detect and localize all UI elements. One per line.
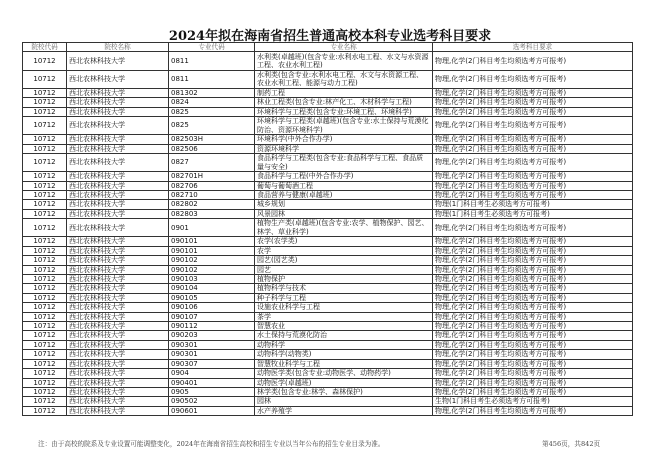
- cell-school-code: 10712: [23, 98, 67, 107]
- cell-school-name: 西北农林科技大学: [67, 312, 169, 321]
- cell-major-name: 水土保持与荒漠化防治: [255, 331, 433, 340]
- cell-subject-requirement: 物理,化学(2门科目考生均须选考方可报考): [433, 322, 633, 331]
- footer-note: 注：由于高校的院系及专业设置可能调整变化，2024年在海南省招生高校和招生专业以当年公布的招生专业目录为准。: [38, 440, 385, 448]
- cell-school-code: 10712: [23, 256, 67, 265]
- cell-subject-requirement: 物理,化学(2门科目考生均须选考方可报考): [433, 70, 633, 88]
- cell-school-name: 西北农林科技大学: [67, 265, 169, 274]
- table-row: [23, 340, 633, 349]
- cell-school-name: 西北农林科技大学: [67, 303, 169, 312]
- cell-school-code: 10712: [23, 172, 67, 181]
- cell-school-code: 10712: [23, 340, 67, 349]
- cell-major-name: 智慧农业: [255, 322, 433, 331]
- cell-major-code: 0825: [169, 107, 255, 116]
- cell-school-name: 西北农林科技大学: [67, 219, 169, 237]
- cell-major-code: 090112: [169, 322, 255, 331]
- requirements-table: [22, 42, 633, 416]
- cell-major-name: 环境科学与工程类(卓越班)(包含专业:水土保持与荒漠化防治、资源环境科学): [255, 117, 433, 135]
- cell-subject-requirement: 物理,化学(2门科目考生均须选考方可报考): [433, 144, 633, 153]
- cell-school-code: 10712: [23, 303, 67, 312]
- cell-school-code: 10712: [23, 88, 67, 97]
- table-row: [23, 350, 633, 359]
- cell-subject-requirement: 物理,化学(2门科目考生均须选考方可报考): [433, 256, 633, 265]
- cell-school-code: 10712: [23, 135, 67, 144]
- cell-subject-requirement: 物理,化学(2门科目考生均须选考方可报考): [433, 303, 633, 312]
- cell-major-name: 茶学: [255, 312, 433, 321]
- cell-school-code: 10712: [23, 331, 67, 340]
- cell-major-name: 水利类(包含专业:水利水电工程、水文与水资源工程、农业水利工程、能源与动力工程): [255, 70, 433, 88]
- cell-major-code: 090105: [169, 293, 255, 302]
- cell-major-code: 0825: [169, 117, 255, 135]
- cell-major-code: 0905: [169, 387, 255, 396]
- cell-major-code: 090301: [169, 340, 255, 349]
- table-row: [23, 378, 633, 387]
- cell-major-name: 水利类(卓越班)(包含专业:水利水电工程、水文与水资源工程、农业水利工程): [255, 52, 433, 70]
- table-row: [23, 397, 633, 406]
- cell-school-code: 10712: [23, 312, 67, 321]
- cell-school-name: 西北农林科技大学: [67, 172, 169, 181]
- cell-major-code: 090101: [169, 246, 255, 255]
- cell-major-code: 082802: [169, 200, 255, 209]
- table-row: [23, 369, 633, 378]
- cell-major-code: 090502: [169, 397, 255, 406]
- cell-subject-requirement: 物理,化学(2门科目考生均须选考方可报考): [433, 265, 633, 274]
- cell-school-name: 西北农林科技大学: [67, 98, 169, 107]
- cell-major-code: 090301: [169, 350, 255, 359]
- cell-major-name: 动物医学(卓越班): [255, 378, 433, 387]
- cell-major-name: 动物医学类(包含专业:动物医学、动物药学): [255, 369, 433, 378]
- cell-school-code: 10712: [23, 219, 67, 237]
- cell-school-code: 10712: [23, 406, 67, 415]
- cell-school-name: 西北农林科技大学: [67, 340, 169, 349]
- table-row: [23, 107, 633, 116]
- cell-subject-requirement: 物理,化学(2门科目考生均须选考方可报考): [433, 107, 633, 116]
- cell-subject-requirement: 生物(1门科目考生必须选考方可报考): [433, 397, 633, 406]
- cell-major-name: 动物科学(动物类): [255, 350, 433, 359]
- header-major-name: 专业名称: [255, 43, 433, 52]
- cell-subject-requirement: 物理,化学(2门科目考生均须选考方可报考): [433, 387, 633, 396]
- cell-major-name: 水产养殖学: [255, 406, 433, 415]
- cell-subject-requirement: 物理,化学(2门科目考生均须选考方可报考): [433, 98, 633, 107]
- cell-school-code: 10712: [23, 154, 67, 172]
- cell-major-code: 090601: [169, 406, 255, 415]
- cell-major-name: 林业工程类(包含专业:林产化工、木材科学与工程): [255, 98, 433, 107]
- cell-major-code: 082803: [169, 209, 255, 218]
- cell-subject-requirement: 物理,化学(2门科目考生均须选考方可报考): [433, 406, 633, 415]
- cell-subject-requirement: 物理,化学(2门科目考生均须选考方可报考): [433, 293, 633, 302]
- cell-school-name: 西北农林科技大学: [67, 144, 169, 153]
- cell-school-name: 西北农林科技大学: [67, 135, 169, 144]
- table-row: [23, 237, 633, 246]
- cell-subject-requirement: 物理,化学(2门科目考生均须选考方可报考): [433, 154, 633, 172]
- cell-subject-requirement: 物理,化学(2门科目考生均须选考方可报考): [433, 378, 633, 387]
- cell-school-code: 10712: [23, 52, 67, 70]
- table-row: [23, 331, 633, 340]
- cell-major-name: 食品营养与健康(卓越班): [255, 191, 433, 200]
- cell-school-code: 10712: [23, 397, 67, 406]
- cell-major-name: 林学类(包含专业:林学、森林保护): [255, 387, 433, 396]
- cell-major-name: 植物科学与技术: [255, 284, 433, 293]
- cell-major-name: 环境科学(中外合作办学): [255, 135, 433, 144]
- cell-major-name: 环境科学与工程类(包含专业:环境工程、环境科学): [255, 107, 433, 116]
- cell-school-name: 西北农林科技大学: [67, 117, 169, 135]
- table-row: [23, 359, 633, 368]
- table-row: [23, 275, 633, 284]
- cell-subject-requirement: 物理,化学(2门科目考生均须选考方可报考): [433, 369, 633, 378]
- cell-subject-requirement: 物理,化学(2门科目考生均须选考方可报考): [433, 340, 633, 349]
- cell-school-code: 10712: [23, 246, 67, 255]
- cell-major-name: 园林: [255, 397, 433, 406]
- cell-school-name: 西北农林科技大学: [67, 88, 169, 97]
- cell-subject-requirement: 物理,化学(2门科目考生均须选考方可报考): [433, 246, 633, 255]
- page-number: 第456页，共842页: [542, 440, 601, 448]
- cell-school-name: 西北农林科技大学: [67, 369, 169, 378]
- cell-major-code: 090401: [169, 378, 255, 387]
- cell-school-code: 10712: [23, 70, 67, 88]
- cell-major-code: 090104: [169, 284, 255, 293]
- cell-school-name: 西北农林科技大学: [67, 359, 169, 368]
- header-school-code: 院校代码: [23, 43, 67, 52]
- cell-school-code: 10712: [23, 387, 67, 396]
- cell-subject-requirement: 物理,化学(2门科目考生均须选考方可报考): [433, 52, 633, 70]
- cell-school-name: 西北农林科技大学: [67, 154, 169, 172]
- cell-subject-requirement: 物理,化学(2门科目考生均须选考方可报考): [433, 312, 633, 321]
- cell-major-code: 0901: [169, 219, 255, 237]
- cell-subject-requirement: 物理,化学(2门科目考生均须选考方可报考): [433, 237, 633, 246]
- cell-major-code: 081302: [169, 88, 255, 97]
- table-row: [23, 52, 633, 70]
- table-row: [23, 144, 633, 153]
- cell-major-name: 智慧牧业科学与工程: [255, 359, 433, 368]
- table-row: [23, 181, 633, 190]
- cell-major-code: 090102: [169, 265, 255, 274]
- cell-major-name: 植物生产类(卓越班)(包含专业:农学、植物保护、园艺、林学、草业科学): [255, 219, 433, 237]
- cell-school-code: 10712: [23, 237, 67, 246]
- cell-major-name: 食品科学与工程(中外合作办学): [255, 172, 433, 181]
- table-row: [23, 322, 633, 331]
- table-row: [23, 200, 633, 209]
- cell-subject-requirement: 物理,化学(2门科目考生均须选考方可报考): [433, 191, 633, 200]
- table-row: [23, 88, 633, 97]
- cell-school-name: 西北农林科技大学: [67, 200, 169, 209]
- cell-major-name: 设施农业科学与工程: [255, 303, 433, 312]
- cell-school-code: 10712: [23, 117, 67, 135]
- cell-school-code: 10712: [23, 107, 67, 116]
- cell-subject-requirement: 物理,化学(2门科目考生均须选考方可报考): [433, 284, 633, 293]
- cell-school-code: 10712: [23, 369, 67, 378]
- cell-major-name: 葡萄与葡萄酒工程: [255, 181, 433, 190]
- cell-school-name: 西北农林科技大学: [67, 256, 169, 265]
- cell-major-code: 090307: [169, 359, 255, 368]
- cell-major-name: 制药工程: [255, 88, 433, 97]
- cell-school-name: 西北农林科技大学: [67, 70, 169, 88]
- table-row: [23, 256, 633, 265]
- cell-major-name: 动物科学: [255, 340, 433, 349]
- header-major-code: 专业代码: [169, 43, 255, 52]
- cell-major-code: 090103: [169, 275, 255, 284]
- cell-major-name: 植物保护: [255, 275, 433, 284]
- cell-subject-requirement: 物理,化学(2门科目考生均须选考方可报考): [433, 181, 633, 190]
- cell-major-name: 园艺(园艺类): [255, 256, 433, 265]
- cell-school-name: 西北农林科技大学: [67, 350, 169, 359]
- cell-major-code: 082503H: [169, 135, 255, 144]
- table-row: [23, 312, 633, 321]
- cell-school-name: 西北农林科技大学: [67, 107, 169, 116]
- cell-school-name: 西北农林科技大学: [67, 284, 169, 293]
- cell-school-name: 西北农林科技大学: [67, 246, 169, 255]
- cell-major-code: 090203: [169, 331, 255, 340]
- cell-subject-requirement: 物理(1门科目考生必须选考方可报考): [433, 209, 633, 218]
- cell-major-code: 0811: [169, 52, 255, 70]
- cell-subject-requirement: 物理,化学(2门科目考生均须选考方可报考): [433, 172, 633, 181]
- table-row: [23, 209, 633, 218]
- cell-subject-requirement: 物理,化学(2门科目考生均须选考方可报考): [433, 88, 633, 97]
- cell-major-name: 城乡规划: [255, 200, 433, 209]
- cell-major-name: 农学(农学类): [255, 237, 433, 246]
- cell-major-code: 0827: [169, 154, 255, 172]
- cell-subject-requirement: 物理,化学(2门科目考生均须选考方可报考): [433, 275, 633, 284]
- table-body: [23, 52, 633, 416]
- cell-school-code: 10712: [23, 144, 67, 153]
- cell-school-code: 10712: [23, 265, 67, 274]
- cell-major-name: 风景园林: [255, 209, 433, 218]
- cell-school-code: 10712: [23, 293, 67, 302]
- cell-school-name: 西北农林科技大学: [67, 293, 169, 302]
- table-header-row: [23, 43, 633, 52]
- table-row: [23, 135, 633, 144]
- cell-subject-requirement: 物理,化学(2门科目考生均须选考方可报考): [433, 350, 633, 359]
- cell-school-code: 10712: [23, 322, 67, 331]
- cell-school-name: 西北农林科技大学: [67, 397, 169, 406]
- cell-school-code: 10712: [23, 350, 67, 359]
- cell-school-name: 西北农林科技大学: [67, 406, 169, 415]
- cell-school-code: 10712: [23, 359, 67, 368]
- cell-major-code: 0904: [169, 369, 255, 378]
- cell-school-name: 西北农林科技大学: [67, 387, 169, 396]
- header-school-name: 院校名称: [67, 43, 169, 52]
- cell-school-name: 西北农林科技大学: [67, 237, 169, 246]
- table-row: [23, 154, 633, 172]
- cell-school-name: 西北农林科技大学: [67, 181, 169, 190]
- cell-subject-requirement: 物理,化学(2门科目考生均须选考方可报考): [433, 117, 633, 135]
- cell-school-code: 10712: [23, 378, 67, 387]
- cell-school-code: 10712: [23, 181, 67, 190]
- cell-major-code: 082710: [169, 191, 255, 200]
- cell-major-code: 090106: [169, 303, 255, 312]
- cell-major-code: 082706: [169, 181, 255, 190]
- cell-major-code: 090107: [169, 312, 255, 321]
- cell-major-name: 种子科学与工程: [255, 293, 433, 302]
- cell-school-name: 西北农林科技大学: [67, 322, 169, 331]
- cell-major-code: 082506: [169, 144, 255, 153]
- table-row: [23, 172, 633, 181]
- cell-school-name: 西北农林科技大学: [67, 275, 169, 284]
- cell-school-name: 西北农林科技大学: [67, 191, 169, 200]
- cell-major-name: 食品科学与工程类(包含专业:食品科学与工程、食品质量与安全): [255, 154, 433, 172]
- cell-subject-requirement: 物理,化学(2门科目考生均须选考方可报考): [433, 135, 633, 144]
- cell-major-code: 082701H: [169, 172, 255, 181]
- cell-school-code: 10712: [23, 191, 67, 200]
- cell-school-name: 西北农林科技大学: [67, 378, 169, 387]
- table-row: [23, 406, 633, 415]
- table-row: [23, 191, 633, 200]
- cell-school-code: 10712: [23, 275, 67, 284]
- cell-major-code: 090102: [169, 256, 255, 265]
- cell-major-name: 园艺: [255, 265, 433, 274]
- table-row: [23, 117, 633, 135]
- cell-school-name: 西北农林科技大学: [67, 52, 169, 70]
- table-row: [23, 265, 633, 274]
- cell-subject-requirement: 物理,化学(2门科目考生均须选考方可报考): [433, 359, 633, 368]
- table-row: [23, 70, 633, 88]
- cell-subject-requirement: 物理,化学(2门科目考生均须选考方可报考): [433, 219, 633, 237]
- cell-subject-requirement: 物理,化学(2门科目考生均须选考方可报考): [433, 331, 633, 340]
- cell-subject-requirement: 物理(1门科目考生必须选考方可报考): [433, 200, 633, 209]
- table-row: [23, 387, 633, 396]
- table-row: [23, 219, 633, 237]
- table-row: [23, 284, 633, 293]
- table-row: [23, 303, 633, 312]
- cell-major-code: 090101: [169, 237, 255, 246]
- table-row: [23, 98, 633, 107]
- cell-major-code: 0824: [169, 98, 255, 107]
- cell-major-name: 农学: [255, 246, 433, 255]
- cell-school-name: 西北农林科技大学: [67, 331, 169, 340]
- header-subject-requirement: 选考科目要求: [433, 43, 633, 52]
- cell-major-code: 0811: [169, 70, 255, 88]
- cell-school-code: 10712: [23, 200, 67, 209]
- cell-school-name: 西北农林科技大学: [67, 209, 169, 218]
- cell-school-code: 10712: [23, 284, 67, 293]
- cell-school-code: 10712: [23, 209, 67, 218]
- table-row: [23, 293, 633, 302]
- page-title: 2024年拟在海南省招生普通高校本科专业选考科目要求: [168, 29, 492, 44]
- table-row: [23, 246, 633, 255]
- cell-major-name: 资源环境科学: [255, 144, 433, 153]
